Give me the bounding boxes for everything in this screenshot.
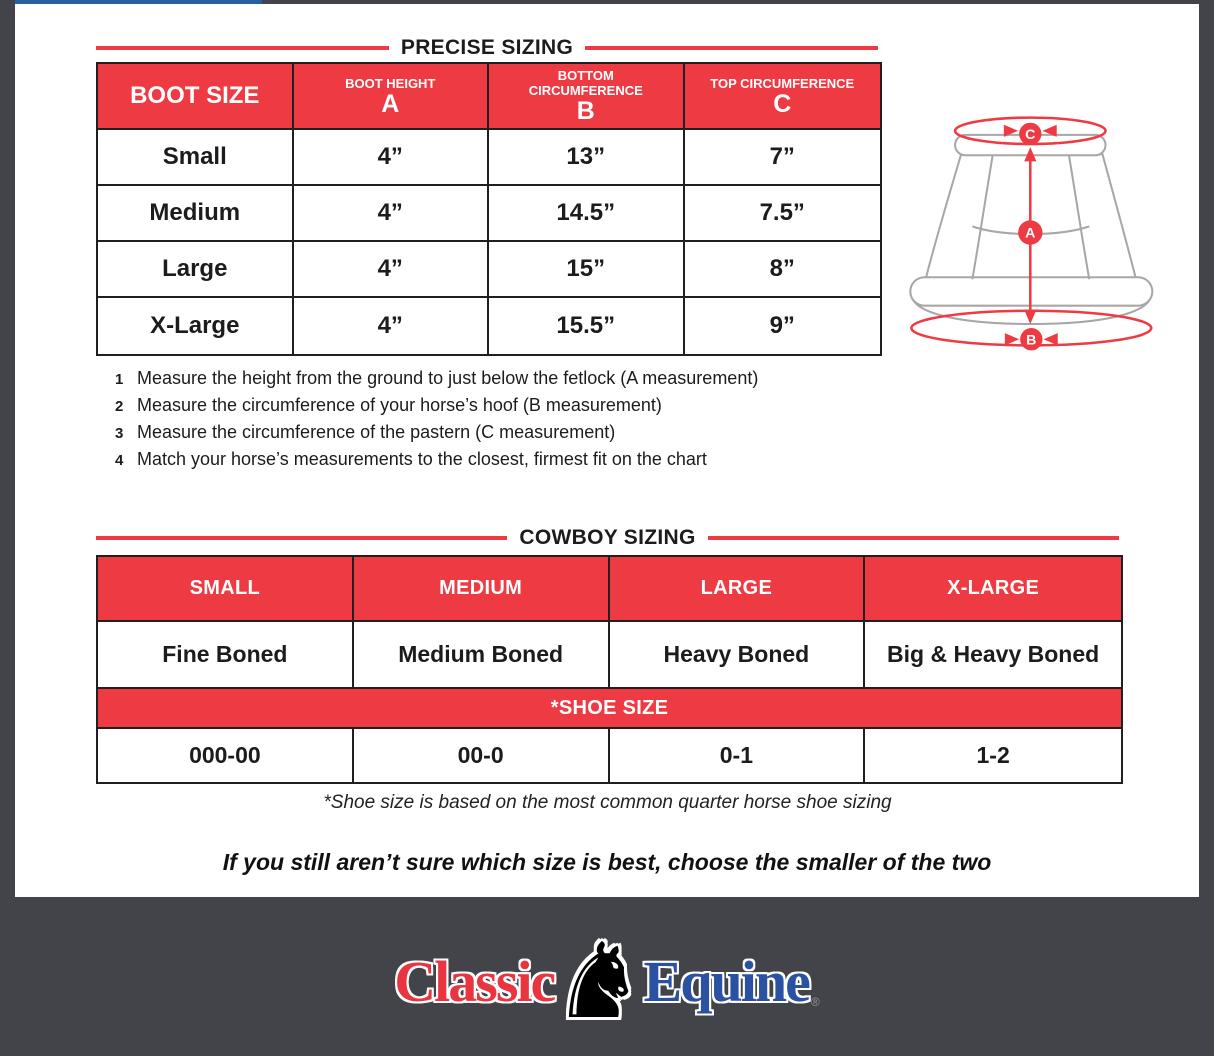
red-rule-left — [96, 46, 389, 50]
table-cell-size: Small — [98, 130, 294, 186]
logo-equine-text: Equine — [643, 948, 809, 1014]
table-cell-size: Large — [98, 242, 294, 298]
table-cell-bone: Big & Heavy Boned — [865, 622, 1121, 689]
red-rule-left — [96, 536, 507, 540]
col-header-small: SMALL — [98, 557, 354, 622]
section-title: COWBOY SIZING — [519, 526, 696, 549]
table-cell-bone: Heavy Boned — [610, 622, 866, 689]
diagram-label-a: A — [1025, 225, 1036, 242]
footer — [0, 897, 1214, 1056]
instruction-number: 4 — [115, 452, 124, 469]
table-cell-bone: Medium Boned — [354, 622, 610, 689]
bell-boot-measurement-diagram — [890, 108, 1195, 358]
table-cell: 9” — [769, 312, 795, 339]
sizing-sheet — [15, 4, 1199, 897]
instruction-number: 2 — [115, 398, 124, 415]
table-cell: 15.5” — [489, 298, 685, 354]
logo-classic-text: Classic — [394, 948, 555, 1014]
instruction-item — [115, 449, 758, 476]
table-cell: 14.5” — [489, 186, 685, 242]
instruction-text: Measure the circumference of the pastern (C measurement) — [137, 422, 616, 442]
instruction-item — [115, 395, 758, 422]
cowboy-sizing-table — [96, 555, 1123, 784]
diagram-label-b: B — [1026, 332, 1037, 349]
table-cell-size: X-Large — [98, 298, 294, 354]
table-cell: 8” — [685, 242, 881, 298]
col-header-top-circumference — [685, 64, 881, 130]
header-letter: A — [381, 89, 400, 118]
header-label: TOP CIRCUMFERENCE — [710, 75, 855, 91]
table-cell: 4” — [294, 298, 490, 354]
col-header-medium: MEDIUM — [354, 557, 610, 622]
header-letter: C — [773, 89, 792, 118]
instruction-text: Match your horse’s measurements to the closest, firmest fit on the chart — [137, 449, 707, 469]
header-label: BOOT SIZE — [130, 82, 260, 109]
instruction-text: Measure the circumference of your horse’s hoof (B measurement) — [137, 395, 662, 415]
precise-sizing-heading — [96, 37, 878, 59]
instruction-number: 1 — [115, 371, 124, 388]
instruction-item — [115, 422, 758, 449]
measurement-instructions — [115, 368, 758, 476]
col-header-x-large: X-LARGE — [865, 557, 1121, 622]
table-cell-shoe: 1-2 — [976, 742, 1010, 768]
table-cell: 4” — [294, 130, 490, 186]
header-letter: B — [576, 97, 595, 125]
table-cell: 4” — [294, 242, 490, 298]
registered-trademark-icon: ® — [810, 994, 820, 1009]
table-cell: 15” — [489, 242, 685, 298]
diagram-label-c: C — [1025, 126, 1036, 143]
classic-equine-logo — [394, 919, 820, 1042]
col-header-boot-height — [294, 64, 490, 130]
shoe-size-banner: *SHOE SIZE — [98, 689, 1121, 729]
precise-sizing-table — [96, 62, 882, 356]
red-rule-right — [708, 536, 1119, 540]
table-cell: 4” — [294, 186, 490, 242]
table-cell-bone: Fine Boned — [98, 622, 354, 689]
header-label: BOOT HEIGHT — [345, 75, 436, 91]
table-cell: 7” — [685, 130, 881, 186]
table-cell: 7.5” — [685, 186, 881, 242]
instruction-text: Measure the height from the ground to just below the fetlock (A measurement) — [137, 368, 759, 388]
col-header-bottom-circumference — [489, 64, 685, 130]
section-title: PRECISE SIZING — [400, 36, 574, 59]
table-cell: 13” — [489, 130, 685, 186]
col-header-boot-size — [98, 64, 294, 130]
red-rule-right — [585, 46, 878, 50]
shoe-size-footnote: *Shoe size is based on the most common quarter horse shoe sizing — [323, 792, 892, 813]
table-cell-shoe: 000-00 — [98, 729, 354, 782]
knight-chess-piece-icon: ♞ — [552, 919, 646, 1042]
table-cell-size: Medium — [98, 186, 294, 242]
header-label: BOTTOM CIRCUMFERENCE — [528, 68, 643, 98]
table-cell-shoe: 00-0 — [354, 729, 610, 782]
table-cell-shoe: 0-1 — [610, 729, 866, 782]
sizing-advice: If you still aren’t sure which size is best, choose the smaller of the two — [222, 849, 992, 875]
instruction-item — [115, 368, 758, 395]
col-header-large: LARGE — [610, 557, 866, 622]
cowboy-sizing-heading — [96, 527, 1119, 549]
instruction-number: 3 — [115, 425, 124, 442]
